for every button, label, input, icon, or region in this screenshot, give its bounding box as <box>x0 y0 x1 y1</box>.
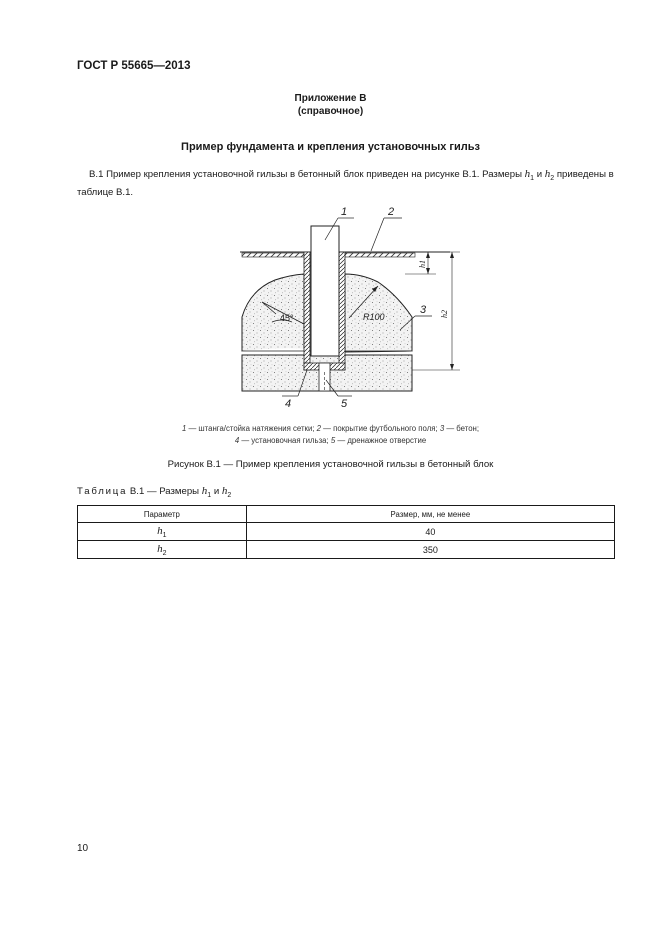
table-caption-text: В.1 — Размеры <box>127 486 202 497</box>
legend-n3: 3 <box>439 424 445 433</box>
turf-left <box>242 253 304 257</box>
para-h1: h <box>524 168 531 180</box>
page-number: 10 <box>77 843 89 854</box>
header-parameter: Параметр <box>78 506 247 523</box>
para-text-1: В.1 Пример крепления установочной гильзы в бетонный блок приведен на рисунке В.1. Размеры <box>89 169 525 180</box>
concrete-mound <box>242 274 304 352</box>
table-caption-sub1: 1 <box>207 491 212 499</box>
table-row <box>78 523 615 541</box>
para-text-2: приведены в таблице В.1. <box>77 169 614 198</box>
appendix-title: Приложение В <box>294 93 367 104</box>
table-caption-h2: h <box>221 485 228 497</box>
legend-n1: 1 <box>181 424 187 433</box>
para-sub2: 2 <box>550 174 555 182</box>
param-h: h <box>157 524 163 537</box>
section-title: Пример фундамента и крепления установочных гильз <box>181 141 480 153</box>
dimensions-table <box>77 505 615 559</box>
table-caption-sub2: 2 <box>227 491 232 499</box>
legend-n4: 4 <box>234 436 240 445</box>
legend-t5: — дренажное отверстие <box>335 436 427 445</box>
table-caption-h1: h <box>201 485 208 497</box>
para-h2: h <box>544 168 551 180</box>
standard-number: ГОСТ Р 55665—2013 <box>77 60 191 72</box>
label-2: 2 <box>388 206 395 218</box>
param-cell <box>78 541 247 559</box>
label-3: 3 <box>420 304 427 316</box>
param-cell <box>78 523 247 541</box>
appendix-heading <box>0 92 661 118</box>
para-sub1: 1 <box>530 174 535 182</box>
table-caption <box>77 485 231 499</box>
legend-n2: 2 <box>316 424 321 433</box>
table-label: Таблица <box>77 486 128 497</box>
sleeve-right-wall <box>339 252 345 370</box>
turf-right <box>345 253 415 257</box>
legend-t4: — установочная гильза; <box>239 436 331 445</box>
legend-n5: 5 <box>330 436 336 445</box>
param-sub: 1 <box>162 531 167 539</box>
value-cell: 40 <box>246 523 614 541</box>
figure-caption: Рисунок В.1 — Пример крепления установочной гильзы в бетонный блок <box>167 459 494 470</box>
radius-label: R100 <box>363 312 385 322</box>
table-caption-and: и <box>211 486 222 497</box>
pole <box>311 226 339 356</box>
appendix-subtitle: (справочное) <box>297 106 364 117</box>
label-4: 4 <box>285 398 292 410</box>
foundation-figure <box>0 196 661 418</box>
intro-paragraph <box>77 167 617 200</box>
dim-h2-label: h2 <box>440 310 449 318</box>
table-row <box>78 541 615 559</box>
figure-legend <box>0 423 661 447</box>
legend-t3: — бетон; <box>444 424 480 433</box>
para-and: и <box>534 169 545 180</box>
label-5: 5 <box>341 398 348 410</box>
header-size: Размер, мм, не менее <box>246 506 614 523</box>
dim-h1-label: h1 <box>418 260 427 268</box>
param-h: h <box>157 542 163 555</box>
legend-t1: — штанга/стойка натяжения сетки; <box>186 424 317 433</box>
legend-t2: — покрытие футбольного поля; <box>320 424 440 433</box>
sleeve-left-wall <box>304 252 310 370</box>
label-1: 1 <box>341 206 348 218</box>
angle-label: 45° <box>280 313 294 323</box>
value-cell: 350 <box>246 541 614 559</box>
table-header-row <box>78 506 615 523</box>
param-sub: 2 <box>162 549 167 557</box>
